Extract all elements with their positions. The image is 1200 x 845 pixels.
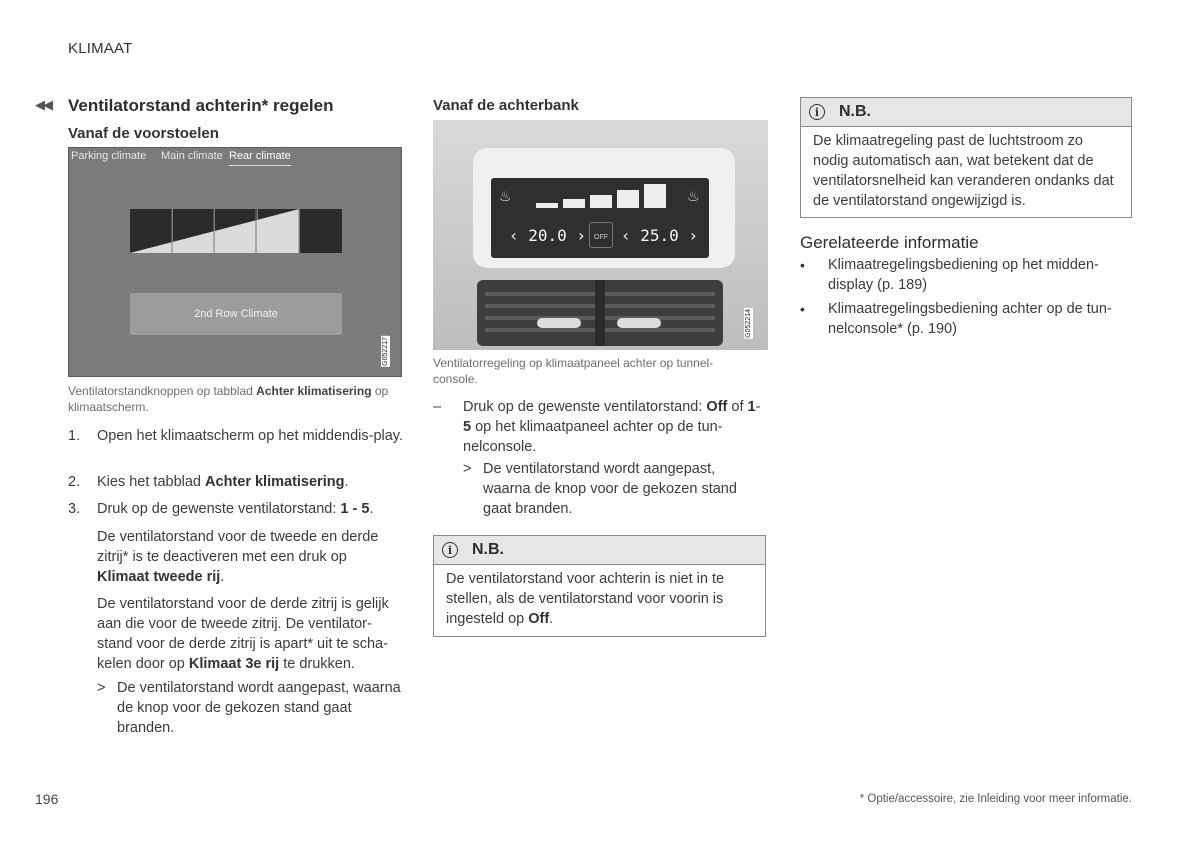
info-icon: i — [442, 542, 458, 558]
rear-climate-panel-photo — [433, 120, 768, 350]
note-title: N.B. — [839, 103, 871, 120]
temp-right: ‹ 25.0 › — [621, 226, 699, 245]
2nd-row-climate-button: 2nd Row Climate — [130, 293, 342, 335]
note-text: De klimaatregeling past de luchtstroom zo nodig automatisch aan, wat betekent dat de ventilatorsnelheid kan veranderen ondanks dat de ventilatorstand ongewijzigd is. — [813, 133, 1114, 209]
step-rear: – Druk op de gewenste ventilatorstand: Off of 1-5 op het klimaatpaneel achter op de tun-nelconsole. — [433, 399, 761, 455]
image-code: G052214 — [745, 309, 752, 338]
step-1: 1. Open het klimaatscherm op het middendis-play. — [68, 428, 403, 444]
related-info-heading: Gerelateerde informatie — [800, 233, 979, 252]
step-3: 3. Druk op de gewenste ventilatorstand: 1 - 5. — [68, 501, 374, 517]
seat-heat-left-icon: ♨ — [499, 188, 512, 204]
seat-heat-right-icon: ♨ — [687, 188, 700, 204]
note-title: N.B. — [472, 541, 504, 558]
info-icon: i — [809, 104, 825, 120]
note-box-right — [800, 97, 1132, 218]
tab-parking-climate: Parking climate — [71, 150, 147, 162]
note-box-middle — [433, 535, 766, 637]
section-title: Ventilatorstand achterin* regelen — [68, 96, 334, 115]
bullet: • — [800, 257, 805, 273]
step-2: 2. Kies het tabblad Achter klimatisering. — [68, 474, 349, 490]
related-link-2[interactable]: • Klimaatregelingsbediening achter op de tun-nelconsole* (p. 190) — [800, 301, 1112, 337]
climate-screen-image — [68, 147, 402, 377]
air-vents — [477, 280, 723, 346]
tab-rear-climate: Rear climate — [229, 150, 291, 166]
footnote: * Optie/accessoire, zie Inleiding voor meer informatie. — [859, 793, 1132, 805]
image-code: G052217 — [382, 337, 389, 366]
section-header: KLIMAAT — [68, 40, 133, 57]
paragraph-deactivate: De ventilatorstand voor de tweede en derde zitrij* is te deactiveren met een druk op Klimaat tweede rij. — [97, 529, 379, 585]
note-header — [801, 98, 1131, 127]
double-chevron-left-icon[interactable]: ◀◀ — [35, 97, 51, 112]
note-header — [434, 536, 765, 565]
bullet: • — [800, 301, 805, 317]
fan-bars — [536, 184, 666, 208]
fan-level-ramp — [130, 209, 342, 253]
paragraph-third-row: De ventilatorstand voor de derde zitrij is gelijk aan die voor de tweede zitrij. De ventilator-stand voor de derde zitrij is apart* uit te scha-kelen door op Klimaat 3e rij te drukken. — [97, 596, 389, 672]
related-link-1[interactable]: • Klimaatregelingsbediening op het midden-display (p. 189) — [800, 257, 1099, 293]
note-text: De ventilatorstand voor achterin is niet in te stellen, als de ventilatorstand voor voorin is ingesteld op Off. — [446, 571, 725, 627]
image-caption-middle: Ventilatorregeling op klimaatpaneel achter op tunnel-console. — [433, 356, 714, 386]
panel-display — [491, 178, 709, 258]
subheading-front-seats: Vanaf de voorstoelen — [68, 125, 219, 142]
off-button: OFF — [589, 222, 613, 248]
tab-main-climate: Main climate — [161, 150, 223, 162]
page-number: 196 — [35, 791, 59, 807]
temp-left: ‹ 20.0 › — [509, 226, 587, 245]
result-left: > De ventilatorstand wordt aangepast, waarna de knop voor de gekozen stand gaat branden. — [97, 680, 401, 736]
image-caption-left: Ventilatorstandknoppen op tabblad Achter klimatisering op klimaatscherm. — [68, 384, 389, 414]
result-middle: > De ventilatorstand wordt aangepast, waarna de knop voor de gekozen stand gaat branden. — [463, 461, 737, 517]
subheading-rear-seat: Vanaf de achterbank — [433, 97, 579, 114]
